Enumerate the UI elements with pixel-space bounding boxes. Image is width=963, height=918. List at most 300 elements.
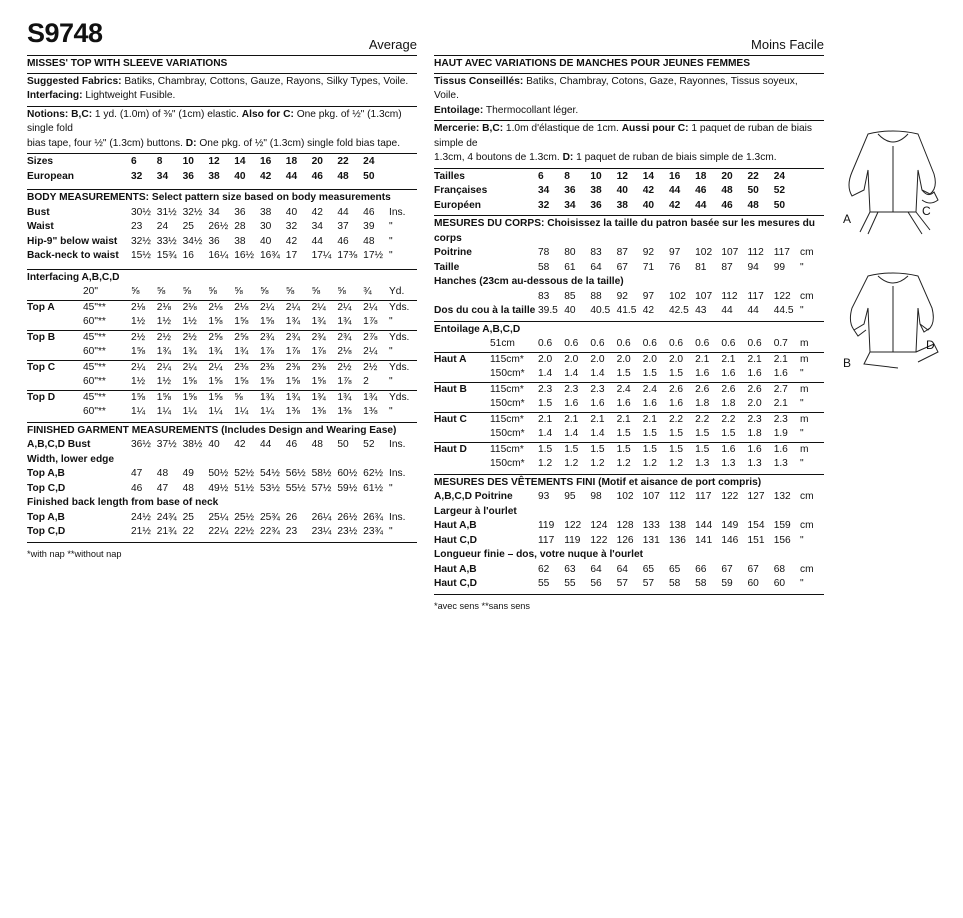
- value-cell: 2.1: [538, 413, 553, 425]
- value-cell: 40: [642, 199, 655, 211]
- value-cell: 42: [642, 185, 655, 196]
- value-cell: 1.4: [590, 428, 605, 439]
- value-cell: 122: [590, 534, 608, 546]
- row-label: Dos du cou à la taille: [434, 305, 536, 316]
- value-cell: 0.6: [642, 338, 657, 349]
- row-label: Top B: [27, 331, 56, 343]
- value-cell: ⅝: [234, 286, 243, 297]
- value-cell: 99: [773, 261, 786, 273]
- body-measurements: BODY MEASUREMENTS: Select pattern size based on body measurements Bust 30½ 31½ 32½ 34 36 38 40 42 44 46 Ins. Waist 23 24 25 26½ 28 30 32 34 37 39 " Hip-9" below waist 32½ 33½ 34½ 36 38 40 42 44 46 48 " Back-neck to waist 15½ 15¾ 16 16¼ 16½ 16¾ 17 17¼ 17⅜ 17½ ": [27, 190, 417, 270]
- value-cell: 1.4: [590, 368, 605, 379]
- value-cell: 1⅝: [234, 316, 249, 327]
- value-cell: 1⅝: [208, 316, 223, 327]
- unit-cell: cm: [800, 247, 814, 258]
- unit-cell: m: [800, 338, 809, 349]
- unit-cell: Yd.: [389, 286, 405, 297]
- value-cell: 94: [747, 261, 759, 273]
- value-cell: 55: [564, 578, 576, 589]
- value-cell: 1½: [182, 316, 197, 327]
- value-cell: 1.8: [747, 428, 762, 439]
- footnote: *with nap **without nap: [27, 548, 122, 559]
- value-cell: 2¾: [285, 331, 300, 343]
- value-cell: 0.6: [538, 338, 553, 349]
- value-cell: 48: [156, 468, 169, 479]
- value-cell: 50: [773, 199, 786, 211]
- value-cell: 64: [616, 563, 628, 575]
- value-cell: 112: [747, 247, 764, 258]
- yardage-section: Interfacing A,B,C,D 20" ⅝ ⅝ ⅝ ⅝ ⅝ ⅝ ⅝ ⅝ ⅝ ¾ Yd. Top A 45"** 2⅛ 2⅛ 2⅛ 2⅛ 2⅛ 2¼ 2¼ 2¼ 2¼ 2¼ Yds. 60"** 1½ 1½ 1½ 1⅝ 1⅝ 1⅝ 1¾ 1¾ 1¾ 1⅞ " Top B 45"** 2½ 2½ 2½ 2⅝ 2⅝ 2¾ 2¾ 2¾ 2¾ 2⅞ Yds. 60"** 1⅝ 1¾ 1¾ 1¾ 1¾ 1⅞ 1⅞ 1⅞ 2⅛ 2¼ " Top C 45"** 2¼ 2¼ 2¼ 2¼ 2⅜ 2⅜ 2⅜ 2⅜ 2½ 2½ Yds. 60"** 1½ 1½ 1⅝ 1⅝ 1⅝ 1⅝ 1⅝ 1⅝ 1⅞ 2 " Top D 45"** 1⅝ 1⅝ 1⅝ 1⅝ ⅝ 1¾ 1¾ 1¾ 1¾ 1¾ Yds. 60"** 1¼ 1¼ 1¼ 1¼ 1¼ 1¼ 1⅜ 1⅜ 1⅜ 1⅜ ": [27, 270, 417, 423]
- value-cell: 2.3: [538, 383, 553, 395]
- value-cell: 1⅞: [259, 346, 275, 357]
- value-cell: 83: [590, 247, 602, 258]
- unit-cell: Ins.: [389, 206, 406, 218]
- value-cell: 95: [564, 491, 576, 502]
- value-cell: 36: [564, 185, 576, 196]
- value-cell: 126: [616, 534, 634, 546]
- value-cell: 1⅝: [311, 376, 326, 387]
- value-cell: 2.3: [747, 413, 762, 425]
- value-cell: 59½: [337, 482, 358, 494]
- value-cell: 46: [721, 199, 733, 211]
- value-cell: 44: [695, 199, 707, 211]
- unit-cell: ": [389, 526, 393, 537]
- value-cell: 40: [208, 439, 220, 450]
- value-cell: ⅝: [234, 391, 243, 403]
- value-cell: 1¼: [208, 406, 223, 417]
- value-cell: 52: [773, 185, 786, 196]
- value-cell: 16½: [234, 250, 255, 261]
- value-cell: 58: [538, 261, 550, 273]
- value-cell: 1¼: [182, 406, 197, 417]
- value-cell: 2¼: [363, 346, 378, 357]
- value-cell: 17½: [363, 250, 383, 261]
- value-cell: 136: [668, 534, 686, 546]
- value-cell: 34: [208, 206, 220, 218]
- table-row: [434, 199, 824, 214]
- row-label: [434, 427, 490, 442]
- value-cell: 37½: [156, 439, 177, 450]
- value-cell: ⅝: [156, 286, 166, 297]
- value-cell: 65: [668, 563, 681, 575]
- value-cell: 20: [721, 170, 733, 182]
- value-cell: 23¾: [363, 526, 383, 537]
- value-cell: 2.3: [590, 383, 605, 395]
- value-cell: 2.6: [747, 383, 762, 395]
- width-cell: 45"**: [83, 391, 106, 403]
- table-row: [434, 290, 824, 305]
- value-cell: 2⅜: [234, 361, 249, 373]
- value-cell: 1¾: [182, 346, 197, 357]
- value-cell: 46: [311, 170, 323, 182]
- unit-cell: m: [800, 413, 809, 425]
- value-cell: 42.5: [668, 305, 689, 316]
- value-cell: 117: [538, 534, 555, 546]
- table-row: [27, 285, 417, 300]
- row-label: A,B,C,D Bust: [27, 439, 91, 450]
- value-cell: 1.6: [721, 368, 736, 379]
- value-cell: 1⅝: [234, 376, 249, 387]
- value-cell: 1.3: [747, 458, 762, 469]
- value-cell: 1.4: [564, 428, 579, 439]
- row-label: [434, 457, 490, 472]
- width-cell: 150cm*: [490, 458, 525, 469]
- table-row: [27, 360, 417, 375]
- value-cell: 23½: [337, 526, 358, 537]
- table-row: [27, 345, 417, 360]
- table-row: [434, 367, 824, 382]
- view-a-c-illustration: [838, 124, 948, 244]
- value-cell: 83: [538, 290, 550, 302]
- value-cell: ⅝: [208, 286, 217, 297]
- value-cell: ⅝: [131, 286, 140, 297]
- value-cell: 2⅜: [311, 361, 326, 373]
- unit-cell: Ins.: [389, 439, 406, 450]
- value-cell: 46: [131, 482, 143, 494]
- value-cell: 2.0: [616, 353, 631, 365]
- value-cell: 8: [156, 156, 163, 167]
- value-cell: 56: [590, 578, 602, 589]
- value-cell: ⅝: [259, 286, 269, 297]
- unit-cell: ": [800, 305, 804, 316]
- value-cell: 25: [182, 221, 194, 232]
- unit-cell: m: [800, 443, 809, 455]
- value-cell: 44: [285, 170, 298, 182]
- value-cell: ⅝: [285, 286, 295, 297]
- value-cell: 36: [590, 199, 602, 211]
- unit-cell: Ins.: [389, 468, 406, 479]
- value-cell: 22: [747, 170, 759, 182]
- value-cell: 1.4: [538, 368, 553, 379]
- value-cell: 18: [285, 156, 298, 167]
- value-cell: 62: [538, 563, 550, 575]
- value-cell: 48: [363, 235, 375, 247]
- row-label: Top D: [27, 391, 56, 403]
- value-cell: 1⅞: [337, 376, 352, 387]
- value-cell: 0.6: [695, 338, 710, 349]
- row-label: Top A: [27, 301, 55, 313]
- value-cell: 52½: [234, 468, 255, 479]
- value-cell: ¾: [363, 286, 372, 297]
- value-cell: 159: [773, 520, 791, 531]
- width-cell: 60"**: [83, 346, 106, 357]
- value-cell: 1¾: [311, 316, 326, 327]
- value-cell: 0.7: [773, 338, 788, 349]
- value-cell: 49½: [208, 482, 229, 494]
- row-label: [434, 290, 538, 305]
- unit-cell: ": [389, 482, 393, 494]
- value-cell: 1⅝: [131, 346, 146, 357]
- table-row: [434, 412, 824, 427]
- value-cell: 42: [668, 199, 681, 211]
- value-cell: 1¼: [234, 406, 249, 417]
- value-cell: 2¼: [131, 361, 146, 373]
- value-cell: 50: [337, 439, 349, 450]
- value-cell: 2¼: [182, 361, 197, 373]
- value-cell: 1½: [131, 376, 146, 387]
- pattern-number: S9748: [27, 18, 103, 48]
- view-label-b: B: [843, 356, 852, 370]
- value-cell: 2.0: [564, 353, 579, 365]
- value-cell: 2.1: [564, 413, 579, 425]
- value-cell: 6: [538, 170, 544, 182]
- value-cell: 2½: [363, 361, 378, 373]
- width-cell: 51cm: [490, 338, 515, 349]
- value-cell: 107: [695, 290, 713, 302]
- table-row: [434, 275, 824, 290]
- header: [27, 18, 417, 56]
- value-cell: 60: [773, 578, 786, 589]
- value-cell: 60½: [337, 468, 358, 479]
- value-cell: 67: [616, 261, 628, 273]
- table-row: [27, 511, 417, 526]
- unit-cell: ": [389, 221, 393, 232]
- value-cell: 1.2: [564, 458, 579, 469]
- value-cell: 40: [234, 170, 246, 182]
- value-cell: 2.7: [773, 383, 788, 395]
- value-cell: 37: [337, 221, 349, 232]
- value-cell: 1¼: [259, 406, 275, 417]
- value-cell: 144: [695, 520, 713, 531]
- value-cell: 32: [285, 221, 298, 232]
- value-cell: 47: [131, 468, 143, 479]
- value-cell: 2.1: [773, 398, 788, 409]
- value-cell: 48: [182, 482, 194, 494]
- value-cell: 117: [773, 247, 790, 258]
- value-cell: 54½: [259, 468, 280, 479]
- value-cell: 14: [642, 170, 655, 182]
- value-cell: 38: [590, 185, 602, 196]
- width-cell: 45"**: [83, 331, 106, 343]
- value-cell: 2¼: [259, 301, 275, 313]
- value-cell: 0.6: [564, 338, 579, 349]
- unit-cell: ": [389, 250, 393, 261]
- value-cell: 2½: [182, 331, 197, 343]
- row-label: [27, 345, 83, 360]
- table-row: [27, 330, 417, 345]
- value-cell: 39.5: [538, 305, 558, 316]
- value-cell: 39: [363, 221, 375, 232]
- fabrics-section-fr: Tissus Conseillés: Batiks, Chambray, Cotons, Gaze, Rayonnes, Tissus soyeux, Voile. Entoilage: Thermocollant léger.: [434, 74, 824, 122]
- value-cell: 2⅛: [337, 346, 352, 357]
- value-cell: 38: [259, 206, 272, 218]
- value-cell: 25¾: [259, 511, 280, 523]
- value-cell: 2.0: [538, 353, 553, 365]
- value-cell: 26¾: [363, 511, 383, 523]
- row-label: [434, 367, 490, 382]
- table-row: [434, 457, 824, 472]
- value-cell: 46: [695, 185, 707, 196]
- value-cell: 1¾: [208, 346, 223, 357]
- table-row: [434, 337, 824, 352]
- value-cell: 16: [182, 250, 194, 261]
- value-cell: 25½: [234, 511, 255, 523]
- table-row: [27, 300, 417, 315]
- unit-cell: ": [800, 261, 804, 273]
- table-row: [27, 375, 417, 390]
- value-cell: 1½: [131, 316, 146, 327]
- table-row: [434, 505, 824, 520]
- value-cell: 49: [182, 468, 194, 479]
- value-cell: 1.3: [695, 458, 710, 469]
- value-cell: 1.5: [695, 443, 710, 455]
- table-row: [434, 382, 824, 397]
- value-cell: 1⅜: [337, 406, 352, 417]
- width-cell: 115cm*: [490, 383, 524, 395]
- value-cell: 2.1: [616, 413, 631, 425]
- value-cell: 26½: [337, 511, 358, 523]
- row-label: Top C,D: [27, 482, 66, 494]
- width-cell: 115cm*: [490, 353, 524, 365]
- value-cell: ⅝: [182, 286, 192, 297]
- table-row: [434, 442, 824, 457]
- top-front-sketch-a-c: [838, 124, 948, 244]
- view-label-d: D: [926, 338, 935, 352]
- unit-cell: ": [389, 346, 393, 357]
- value-cell: 15¾: [156, 250, 177, 261]
- value-cell: 20: [311, 156, 323, 167]
- row-label: Top A,B: [27, 468, 65, 479]
- value-cell: 2.0: [590, 353, 605, 365]
- value-cell: 46: [285, 439, 298, 450]
- value-cell: 122: [564, 520, 582, 531]
- value-cell: 22¼: [208, 526, 229, 537]
- table-row: [27, 482, 417, 497]
- value-cell: 2⅝: [234, 331, 249, 343]
- value-cell: 1.8: [721, 398, 736, 409]
- value-cell: 32½: [182, 206, 203, 218]
- row-label: Hip-9" below waist: [27, 235, 118, 247]
- value-cell: 61½: [363, 482, 383, 494]
- value-cell: 1.6: [590, 398, 605, 409]
- value-cell: 80: [564, 247, 576, 258]
- value-cell: 92: [616, 290, 628, 302]
- value-cell: 1.5: [538, 443, 553, 455]
- value-cell: 34½: [182, 235, 203, 247]
- value-cell: 59: [721, 578, 733, 589]
- section-label: Largeur à l'ourlet: [434, 505, 517, 517]
- value-cell: 1.4: [564, 368, 579, 379]
- unit-cell: Yds.: [389, 301, 410, 313]
- value-cell: 97: [642, 290, 655, 302]
- value-cell: 64: [590, 261, 602, 273]
- table-row: [434, 397, 824, 412]
- fabrics-section: Suggested Fabrics: Batiks, Chambray, Cottons, Gauze, Rayons, Silky Types, Voile. Interfacing: Lightweight Fusible.: [27, 74, 417, 107]
- value-cell: 102: [668, 290, 686, 302]
- width-cell: 45"**: [83, 301, 106, 313]
- value-cell: 34: [311, 221, 323, 232]
- unit-cell: ": [389, 235, 393, 247]
- value-cell: 1⅝: [182, 376, 197, 387]
- value-cell: 36: [182, 170, 194, 182]
- value-cell: 1.4: [538, 428, 553, 439]
- table-row: [27, 235, 417, 250]
- value-cell: 24: [363, 156, 375, 167]
- value-cell: 32: [131, 170, 143, 182]
- value-cell: 2⅛: [156, 301, 171, 313]
- value-cell: 1.6: [747, 443, 762, 455]
- value-cell: 1.2: [668, 458, 684, 469]
- value-cell: 2.0: [642, 353, 657, 365]
- finished-measurements: FINISHED GARMENT MEASUREMENTS (Includes Design and Wearing Ease) A,B,C,D Bust 36½ 37½ 38½ 40 42 44 46 48 50 52 Ins. Width, lower edge Top A,B 47 48 49 50½ 52½ 54½ 56½ 58½ 60½ 62½ Ins. Top C,D 46 47 48 49½ 51½ 53½ 55½ 57½ 59½ 61½ " Finished back length from base of neck Top A,B 24½ 24¾ 25 25¼ 25½ 25¾ 26 26¼ 26½ 26¾ Ins. Top C,D 21½ 21¾ 22 22¼ 22½ 22¾ 23 23¼ 23½ 23¾ ": [27, 423, 417, 543]
- value-cell: 2¼: [337, 301, 352, 313]
- width-cell: 60"**: [83, 316, 106, 327]
- value-cell: 122: [721, 491, 739, 502]
- value-cell: 1⅝: [259, 376, 275, 387]
- value-cell: 1¾: [337, 316, 352, 327]
- value-cell: 1¾: [337, 391, 352, 403]
- table-row: [434, 184, 824, 199]
- value-cell: 2.4: [616, 383, 631, 395]
- value-cell: 1.6: [695, 368, 710, 379]
- value-cell: 1¾: [234, 346, 249, 357]
- header-fr: [434, 30, 824, 56]
- value-cell: 44: [259, 439, 272, 450]
- value-cell: 22½: [234, 526, 255, 537]
- value-cell: 87: [721, 261, 733, 273]
- value-cell: 2.1: [721, 353, 736, 365]
- value-cell: 2.2: [668, 413, 684, 425]
- value-cell: 1.2: [590, 458, 605, 469]
- value-cell: 0.6: [590, 338, 605, 349]
- value-cell: 1½: [156, 376, 171, 387]
- value-cell: 2¾: [311, 331, 326, 343]
- value-cell: ⅝: [337, 286, 346, 297]
- value-cell: 34: [538, 185, 550, 196]
- value-cell: 2⅜: [285, 361, 300, 373]
- value-cell: 97: [668, 247, 681, 258]
- value-cell: 1⅜: [311, 406, 326, 417]
- row-label: Européen: [434, 199, 481, 211]
- value-cell: 81: [695, 261, 707, 273]
- value-cell: 53½: [259, 482, 280, 494]
- value-cell: 56½: [285, 468, 306, 479]
- value-cell: 1½: [156, 316, 171, 327]
- table-row: [27, 438, 417, 453]
- value-cell: 93: [538, 491, 550, 502]
- value-cell: 2: [363, 376, 369, 387]
- value-cell: 1.6: [668, 398, 684, 409]
- value-cell: 22: [337, 156, 349, 167]
- value-cell: 2⅛: [131, 301, 146, 313]
- unit-cell: ": [389, 376, 393, 387]
- value-cell: 1¾: [156, 346, 171, 357]
- value-cell: 26½: [208, 221, 229, 232]
- value-cell: 133: [642, 520, 660, 531]
- value-cell: 0.6: [747, 338, 762, 349]
- width-cell: 60"**: [83, 376, 106, 387]
- value-cell: ⅝: [311, 286, 321, 297]
- value-cell: 40: [616, 185, 628, 196]
- value-cell: 1⅝: [156, 391, 171, 403]
- row-label: A,B,C,D Poitrine: [434, 491, 513, 502]
- value-cell: 38: [208, 170, 220, 182]
- section-label: Width, lower edge: [27, 453, 115, 465]
- row-label: [27, 315, 83, 330]
- unit-cell: m: [800, 383, 809, 395]
- value-cell: 2¾: [337, 331, 352, 343]
- row-label: Top A,B: [27, 511, 65, 523]
- value-cell: 32: [538, 199, 550, 211]
- value-cell: 1.5: [538, 398, 553, 409]
- row-label: Waist: [27, 221, 54, 232]
- table-row: [27, 249, 417, 264]
- table-row: [27, 206, 417, 221]
- value-cell: 48: [311, 439, 323, 450]
- view-b-d-illustration: [838, 268, 948, 378]
- value-cell: 38: [234, 235, 246, 247]
- value-cell: 2½: [156, 331, 171, 343]
- value-cell: 1.5: [642, 428, 657, 439]
